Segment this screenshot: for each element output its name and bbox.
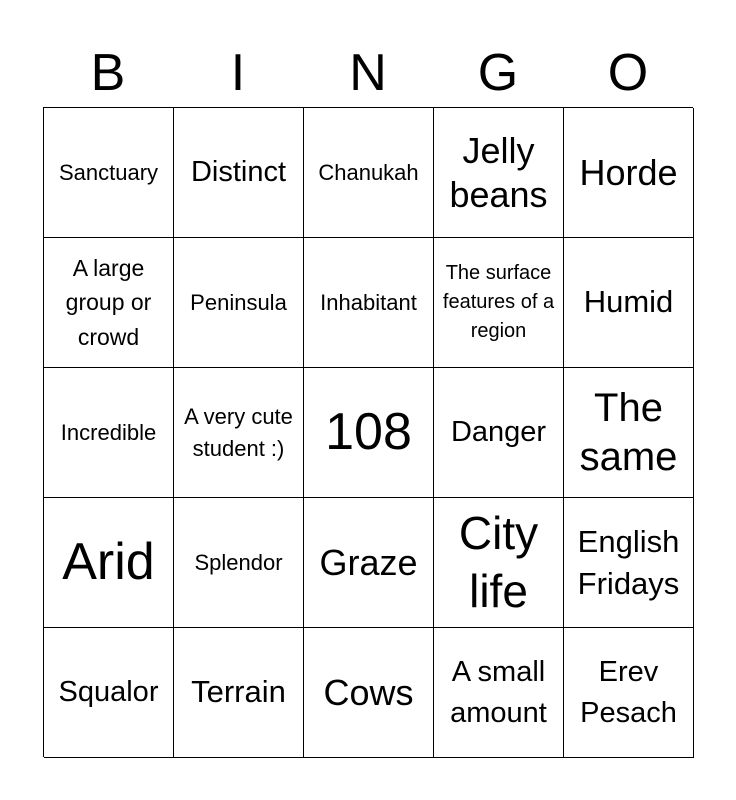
bingo-cell-r3c3[interactable] <box>304 368 434 498</box>
cell-text: City life <box>458 507 539 617</box>
cell-text: A small amount <box>450 656 547 729</box>
bingo-cell-r2c5[interactable] <box>564 238 694 368</box>
header-letter-n: N <box>349 44 387 102</box>
bingo-cell-r5c2[interactable] <box>174 628 304 758</box>
cell-text: The surface features of a region <box>442 262 555 342</box>
bingo-header <box>43 38 693 108</box>
bingo-cell-r3c5[interactable] <box>564 368 694 498</box>
bingo-cell-r4c2[interactable] <box>174 498 304 628</box>
cell-text: Splendor <box>194 549 283 575</box>
cell-text: Danger <box>450 416 547 449</box>
bingo-cell-r5c5[interactable] <box>564 628 694 758</box>
bingo-cell-r1c5[interactable] <box>564 108 694 238</box>
bingo-cell-r5c1[interactable] <box>44 628 174 758</box>
bingo-cell-r4c3[interactable] <box>304 498 434 628</box>
cell-text: Terrain <box>191 674 286 710</box>
cell-text: Peninsula <box>190 289 287 315</box>
bingo-cell-r2c1[interactable] <box>44 238 174 368</box>
cell-text: Graze <box>319 541 418 583</box>
bingo-cell-r5c4[interactable] <box>434 628 564 758</box>
cell-text: Squalor <box>58 676 159 709</box>
bingo-cell-r3c1[interactable] <box>44 368 174 498</box>
cell-text: Erev Pesach <box>580 656 677 729</box>
cell-text: English Fridays <box>577 524 680 601</box>
header-letter-o: O <box>607 44 649 102</box>
cell-text: Distinct <box>190 156 287 189</box>
bingo-cell-r1c4[interactable] <box>434 108 564 238</box>
cell-text: Humid <box>583 284 674 320</box>
cell-text: Jelly beans <box>449 129 548 215</box>
cell-text: The same <box>579 385 678 479</box>
bingo-cell-r3c4[interactable] <box>434 368 564 498</box>
bingo-cell-r5c3[interactable] <box>304 628 434 758</box>
cell-text: Inhabitant <box>320 289 417 315</box>
bingo-cell-r2c2[interactable] <box>174 238 304 368</box>
bingo-cell-r4c5[interactable] <box>564 498 694 628</box>
header-letter-b: B <box>90 44 126 102</box>
cell-text: Cows <box>323 671 414 713</box>
header-letter-i: I <box>230 44 246 102</box>
bingo-cell-r1c1[interactable] <box>44 108 174 238</box>
bingo-cell-r4c1[interactable] <box>44 498 174 628</box>
header-letter-g: G <box>477 44 519 102</box>
bingo-board <box>43 107 693 757</box>
bingo-cell-r3c2[interactable] <box>174 368 304 498</box>
cell-text: Sanctuary <box>58 159 159 185</box>
bingo-cell-r2c3[interactable] <box>304 238 434 368</box>
cell-text: Incredible <box>60 419 157 445</box>
cell-text: Horde <box>579 151 678 193</box>
bingo-cell-r1c2[interactable] <box>174 108 304 238</box>
cell-text: A very cute student :) <box>184 403 293 461</box>
cell-text: Chanukah <box>318 159 419 185</box>
cell-text: Arid <box>62 532 155 591</box>
cell-text: 108 <box>325 402 412 461</box>
cell-text: A large group or crowd <box>65 254 152 350</box>
bingo-cell-r2c4[interactable] <box>434 238 564 368</box>
bingo-cell-r4c4[interactable] <box>434 498 564 628</box>
bingo-cell-r1c3[interactable] <box>304 108 434 238</box>
